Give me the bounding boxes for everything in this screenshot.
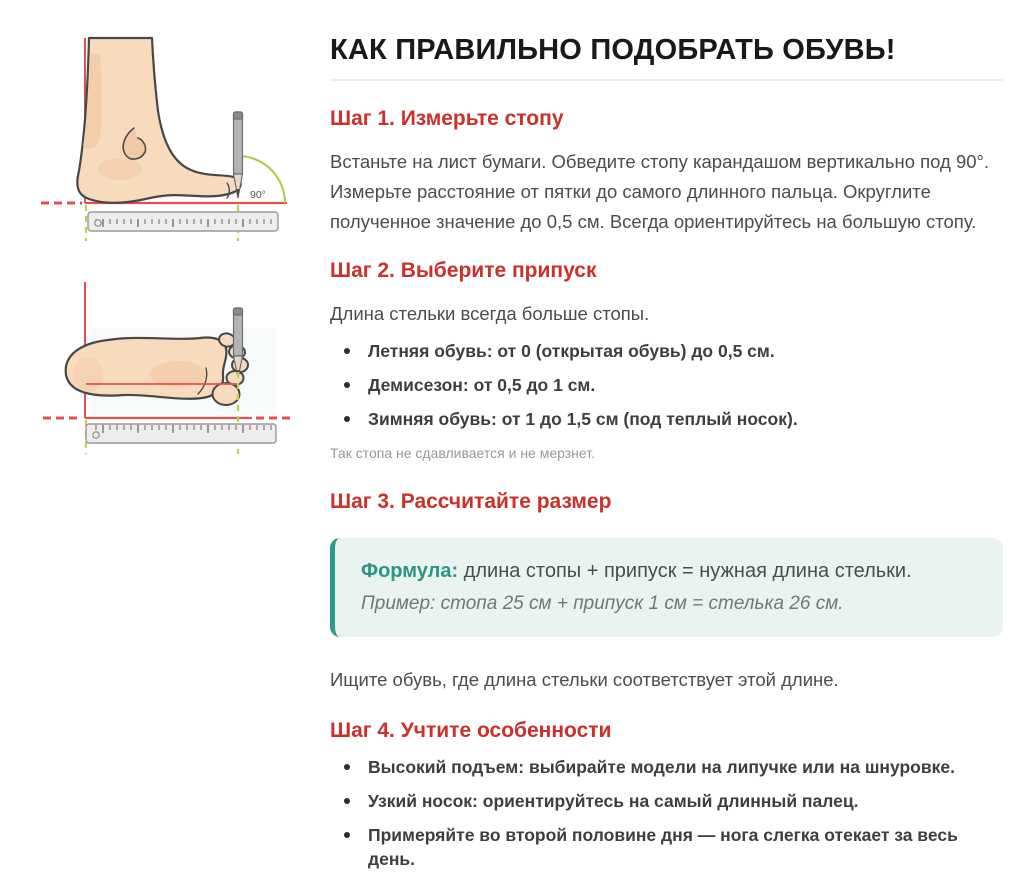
formula-label: Формула: <box>361 560 459 582</box>
list-item-text: Летняя обувь: от 0 (открытая обувь) до 0,5 см. <box>368 341 775 361</box>
list-item-text: Узкий носок: ориентируйтесь на самый длинный палец. <box>368 791 859 811</box>
bullet-dot <box>344 382 350 388</box>
step-2-paragraph: Длина стельки всегда больше стопы. <box>330 303 650 324</box>
formula-example: Пример: стопа 25 см + припуск 1 см = стелька 26 см. <box>361 593 844 614</box>
tips-list <box>330 755 1003 871</box>
list-item <box>330 755 1003 779</box>
step-3-paragraph: Ищите обувь, где длина стельки соответствует этой длине. <box>330 669 839 690</box>
bullet-dot <box>344 764 350 770</box>
article-content <box>330 33 1003 873</box>
bullet-dot <box>344 798 350 804</box>
list-item-text: Зимняя обувь: от 1 до 1,5 см (под теплый носок). <box>368 409 798 429</box>
note-text: Так стопа не сдавливается и не мерзнет. <box>330 445 595 461</box>
step-2-section <box>330 259 1003 462</box>
title-divider <box>330 79 1003 81</box>
list-item <box>330 823 1003 871</box>
foot-side-diagram <box>30 28 310 248</box>
allowance-list <box>330 339 1003 431</box>
list-item <box>330 339 1003 363</box>
step-4-section <box>330 719 1003 871</box>
step-1-heading: Шаг 1. Измерьте стопу <box>330 107 564 130</box>
angle-label: 90° <box>250 189 266 201</box>
formula-callout <box>330 538 1003 637</box>
step-1-paragraph: Встаньте на лист бумаги. Обведите стопу карандашом вертикально под 90°. Измерьте расстояние от пятки до самого длинного пальца. Округлите полученное значение до 0,5 см. Всегда ориентируйтесь на большую стопу. <box>330 151 990 232</box>
foot-top-shape <box>66 332 248 405</box>
foot-top-diagram <box>30 272 310 462</box>
illustration-side-view <box>30 28 310 248</box>
page-title: КАК ПРАВИЛЬНО ПОДОБРАТЬ ОБУВЬ! <box>330 34 896 66</box>
list-item-text: Примеряйте во второй половине дня — нога слегка отекает за весь день. <box>368 825 958 869</box>
formula-line <box>361 556 977 586</box>
step-3-section <box>330 490 1003 695</box>
list-item-text: Высокий подъем: выбирайте модели на липучке или на шнуровке. <box>368 757 955 777</box>
bullet-dot <box>344 832 350 838</box>
formula-text: длина стопы + припуск = нужная длина стельки. <box>458 560 912 582</box>
bullet-dot <box>344 416 350 422</box>
list-item <box>330 373 1003 397</box>
bullet-dot <box>344 348 350 354</box>
ruler-icon <box>88 212 278 231</box>
list-item <box>330 407 1003 431</box>
list-item-text: Демисезон: от 0,5 до 1 см. <box>368 375 596 395</box>
ruler-icon <box>86 424 276 443</box>
list-item <box>330 789 1003 813</box>
step-4-heading: Шаг 4. Учтите особенности <box>330 719 612 742</box>
step-3-heading: Шаг 3. Рассчитайте размер <box>330 490 612 513</box>
step-1-section <box>330 107 1003 237</box>
illustration-top-view <box>30 272 310 462</box>
step-2-heading: Шаг 2. Выберите припуск <box>330 259 597 282</box>
foot-side-shape <box>77 38 240 203</box>
